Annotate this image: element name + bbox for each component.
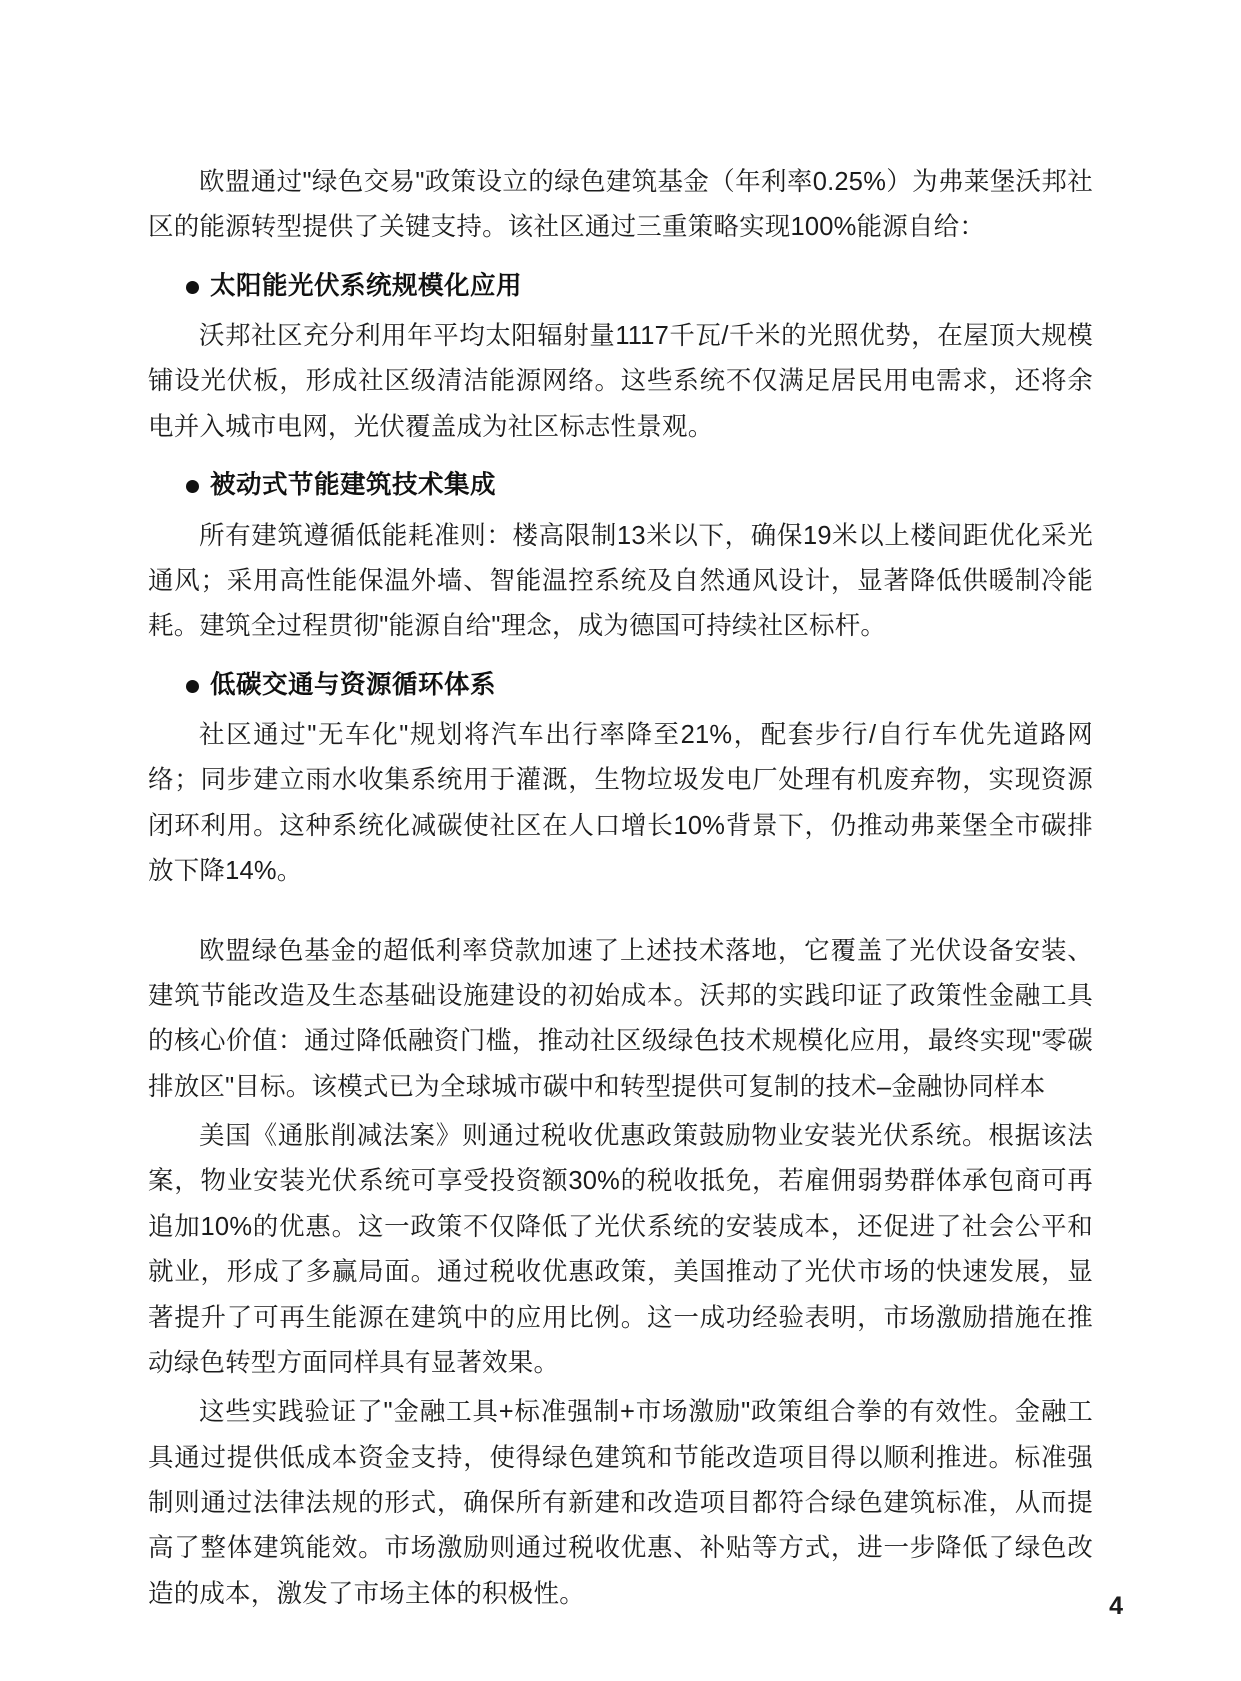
paragraph: 欧盟通过"绿色交易"政策设立的绿色建筑基金（年利率0.25%）为弗莱堡沃邦社区的能源转型提供了关键支持。该社区通过三重策略实现100%能源自给： — [148, 168, 1093, 242]
paragraph: 沃邦社区充分利用年平均太阳辐射量1117千瓦/千米的光照优势，在屋顶大规模铺设光伏板，形成社区级清洁能源网络。这些系统不仅满足居民用电需求，还将余电并入城市电网，光伏覆盖成为社区标志性景观。 — [148, 322, 1093, 441]
section-heading-label: 被动式节能建筑技术集成 — [210, 471, 497, 500]
bullet-dot-icon — [186, 281, 199, 294]
page-number: 4 — [1109, 1592, 1123, 1620]
paragraph: 欧盟绿色基金的超低利率贷款加速了上述技术落地，它覆盖了光伏设备安装、建筑节能改造及生态基础设施建设的初始成本。沃邦的实践印证了政策性金融工具的核心价值：通过降低融资门槛，推动社区级绿色技术规模化应用，最终实现"零碳排放区"目标。该模式已为全球城市碳中和转型提供可复制的技术–金融协同样本 — [148, 936, 1093, 1101]
paragraph: 所有建筑遵循低能耗准则：楼高限制13米以下，确保19米以上楼间距优化采光通风；采用高性能保温外墙、智能温控系统及自然通风设计，显著降低供暖制冷能耗。建筑全过程贯彻"能源自给"理念，成为德国可持续社区标杆。 — [148, 521, 1093, 641]
bullet-dot-icon — [186, 680, 199, 693]
section-heading-passive — [148, 464, 1093, 507]
paragraph: 这些实践验证了"金融工具+标准强制+市场激励"政策组合拳的有效性。金融工具通过提供低成本资金支持，使得绿色建筑和节能改造项目得以顺利推进。标准强制则通过法律法规的形式，确保所有新建和改造项目都符合绿色建筑标准，从而提高了整体建筑能效。市场激励则通过税收优惠、补贴等方式，进一步降低了绿色改造的成本，激发了市场主体的积极性。 — [148, 1398, 1093, 1608]
bullet-dot-icon — [186, 480, 199, 493]
section-heading-transport — [148, 664, 1093, 707]
paragraph: 美国《通胀削减法案》则通过税收优惠政策鼓励物业安装光伏系统。根据该法案，物业安装光伏系统可享受投资额30%的税收抵免，若雇佣弱势群体承包商可再追加10%的优惠。这一政策不仅降低了光伏系统的安装成本，还促进了社会公平和就业，形成了多赢局面。通过税收优惠政策，美国推动了光伏市场的快速发展，显著提升了可再生能源在建筑中的应用比例。这一成功经验表明，市场激励措施在推动绿色转型方面同样具有显著效果。 — [148, 1122, 1093, 1377]
paragraph-spacer — [148, 899, 1093, 929]
section-heading-label: 低碳交通与资源循环体系 — [210, 670, 497, 699]
paragraph: 社区通过"无车化"规划将汽车出行率降至21%，配套步行/自行车优先道路网络；同步建立雨水收集系统用于灌溉，生物垃圾发电厂处理有机废弃物，实现资源闭环利用。这种系统化减碳使社区在人口增长10%背景下，仍推动弗莱堡全市碳排放下降14%。 — [148, 721, 1093, 886]
document-body — [148, 160, 1093, 1617]
section-heading-label: 太阳能光伏系统规模化应用 — [210, 271, 523, 300]
section-heading-solar — [148, 265, 1093, 308]
